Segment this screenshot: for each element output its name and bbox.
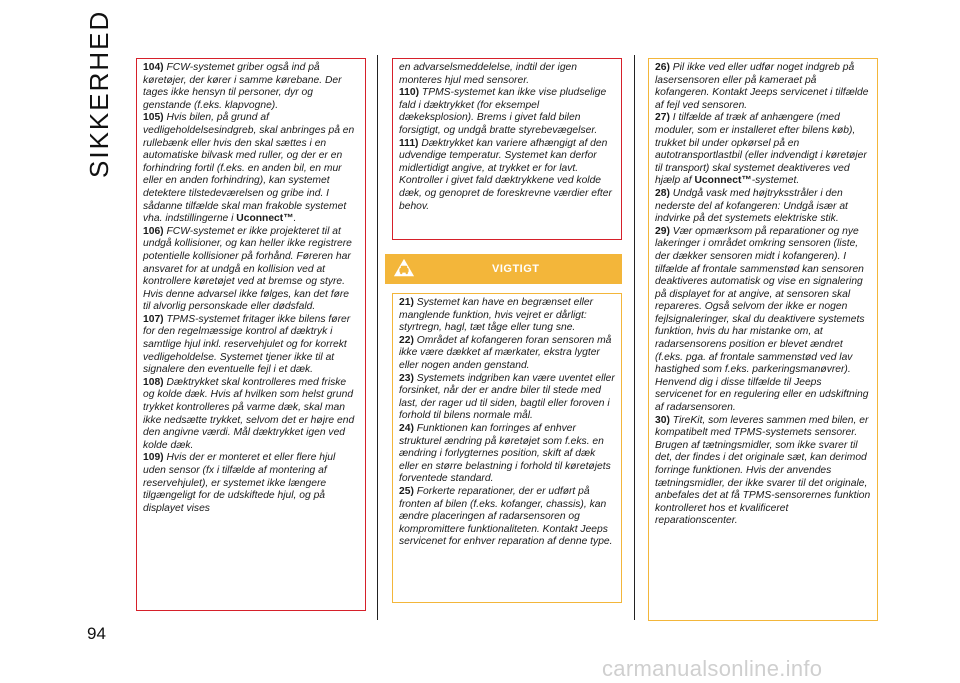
note-text: Vær opmærksom på reparationer og nye lakeringer i området omkring sensoren (liste, der dækker sensoren midt i kofangeren). I tilfælde af frontale sammenstød kan sensoren deaktiveres automatisk og vise en signalering på displayet for at angive, at sensoren skal repareres. Også selvom der ikke er nogen fejlsignaleringer, skal du deaktivere systemets funktion, hvis du har mistanke om, at radarsensorens position er blevet ændret (f.eks. pga. af frontale sammenstød ved lav hastighed som f.eks. parkeringsmanøvrer). Henvend dig i disse tilfælde til Jeeps servicenet for en regulering eller en udskiftning af radarsensoren. [655,225,869,414]
note-item [655,415,871,528]
note-number: 104) [143,62,164,73]
notes-box-col2-bottom [392,293,622,603]
note-item [399,373,615,423]
note-item [143,112,359,225]
note-number: 27) [655,112,670,124]
note-item [143,226,359,314]
note-item [143,452,359,515]
note-number: 29) [655,225,670,237]
note-item [399,486,615,549]
note-number: 109) [143,452,164,464]
brand-name: Uconnect™ [694,175,752,187]
car-warning-icon [393,257,415,279]
note-item [655,226,871,415]
note-text: TPMS-systemet kan ikke vise pludselige fald i dæktrykket (for eksempel dækeksplosion). Brems i givet fald bilen forsigtigt, og undgå bratte styrebevægelser. [399,87,607,136]
note-item [143,377,359,453]
note-number: 106) [143,225,164,237]
column-divider-left [377,55,378,620]
note-number: 26) [655,62,670,73]
note-text: Området af kofangeren foran sensoren må ikke være dækket af mærkater, ekstra lygter eller nogen anden genstand. [399,334,612,371]
note-text: en advarselsmeddelelse, indtil der igen monteres hjul med sensorer. [399,62,578,86]
note-text: FCW-systemet griber også ind på køretøjer, der kører i samme kørebane. Der tages ikke hensyn til personer, dyr og genstande (f.eks. klapvogne). [143,62,342,111]
note-item [399,423,615,486]
note-text: I tilfælde af træk af anhængere (med moduler, som er installeret efter bilens køb), trukket bil under opkørsel på en autotransportlastbil (eller indvendigt i køretøjer til transport) skal systemet deaktiveres ved hjælp af [655,112,867,187]
note-number: 105) [143,112,164,124]
note-item [143,62,359,112]
note-text: TPMS-systemet fritager ikke bilens fører for den regelmæssige kontrol af dæktryk i samtlige hjul inkl. reservehjulet og for korrekt vedligeholdelse. Systemet tjener ikke til at signalere den eventuelle fejl i et dæk. [143,313,351,376]
note-number: 22) [399,334,414,346]
page-number: 94 [87,624,106,643]
note-text-end: -systemet. [751,175,800,187]
note-number: 23) [399,372,414,384]
note-text-end: . [293,213,297,225]
note-text: FCW-systemet er ikke projekteret til at undgå kollisioner, og kan heller ikke registrere potentielle kollisioner på forhånd. Føreren har ansvaret for at undgå en kollision ved at kontrollere køretøjet ved at bremse og styre. Hvis denne advarsel ikke følges, kan det føre til alvorlig personskade eller dødsfald. [143,225,352,313]
note-number: 110) [399,87,420,99]
note-text: Systemet kan have en begrænset eller manglende funktion, hvis vejret er dårligt: styrtregn, hagl, tæt tåge eller tung sne. [399,297,594,334]
notes-box-col3 [648,58,878,621]
note-number: 25) [399,485,414,497]
watermark: carmanualsonline.info [602,656,823,681]
note-number: 111) [399,137,419,149]
note-text: Forkerte reparationer, der er udført på fronten af bilen (f.eks. kofanger, chassis), kan ændre placeringen af radarsensoren og kompromittere funktionaliteten. Kontakt Jeeps servicenet for enhver reparation af denne type. [399,485,613,548]
section-title: SIKKERHED [84,9,114,178]
note-number: 21) [399,297,414,308]
note-item [399,138,615,214]
note-item [655,112,871,188]
note-text: Pil ikke ved eller udfør noget indgreb på lasersensoren eller på kameraet på kofangeren. Kontakt Jeeps servicenet i tilfælde af fejl ved sensoren. [655,62,869,111]
note-text: Hvis der er monteret et eller flere hjul uden sensor (fx i tilfælde af montering af reservehjulet), er systemet ikke længere tilgængeligt for de udskiftede hjul, og på displayet vises [143,452,336,514]
note-item [655,188,871,226]
notes-box-col2-top [392,58,622,240]
note-text: Dæktrykket skal kontrolleres med friske og kolde dæk. Hvis af hvilken som helst grund trykket kontrolleres på varme dæk, skal man ikke nedsætte trykket, selvom det er højre end den angivne værdi. Mål dæktrykket igen ved kolde dæk. [143,376,355,451]
notes-box-col1 [136,58,366,611]
note-text: Undgå vask med højtryksstråler i den nederste del af kofangeren: Undgå især at indvirke på det systemets elektriske stik. [655,187,848,225]
warning-banner [385,254,622,284]
note-item [399,335,615,373]
note-item [399,87,615,137]
note-number: 24) [399,422,414,434]
note-item [399,62,615,87]
note-text: Hvis bilen, på grund af vedligeholdelsesindgreb, skal anbringes på en rullebænk eller hvis den skal sættes i en automatiske bilvask med ruller, og der er en forhindring fortil (f.eks. en anden bil, en mur eller en anden forhindring), kan systemet detektere tilstedeværelsen og gribe ind. I sådanne tilfælde skal man frakoble systemet vha. indstillingerne i [143,112,355,225]
note-text: Systemets indgriben kan være uventet eller forsinket, når der er andre biler til stede med last, der rager ud til siden, bagtil eller foroven i forhold til bilens normale mål. [399,372,615,422]
note-number: 28) [655,187,670,199]
warning-label: VIGTIGT [492,263,540,275]
note-item [399,297,615,335]
note-item [655,62,871,112]
note-number: 107) [143,313,164,325]
brand-name: Uconnect™ [236,213,294,225]
note-text: Dæktrykket kan variere afhængigt af den udvendige temperatur. Systemet kan derfor midlertidigt angive, at trykket er for lavt. Kontroller i givet fald dæktrykkene ved kolde dæk, og genopret de foreskrevne værdier efter behov. [399,137,612,212]
note-text: TireKit, som leveres sammen med bilen, er kompatibelt med TPMS-systemets sensorer. Brugen af tætningsmidler, som ikke svarer til det, der findes i det originale sæt, kan derimod forringe funktionen. Hvis der anvendes tætningsmidler, der ikke svarer til det originale, anbefales det at få TPMS-sensorernes funktion kontrolleret hos et kvalificeret reparationscenter. [655,414,871,527]
note-number: 108) [143,376,164,388]
note-text: Funktionen kan forringes af enhver strukturel ændring på køretøjet som f.eks. en ændring i forlygternes position, skift af dæk eller en større belastning i forhold til køretøjets forventede standard. [399,422,611,485]
column-divider-right [634,55,635,620]
note-number: 30) [655,414,670,426]
note-item [143,314,359,377]
